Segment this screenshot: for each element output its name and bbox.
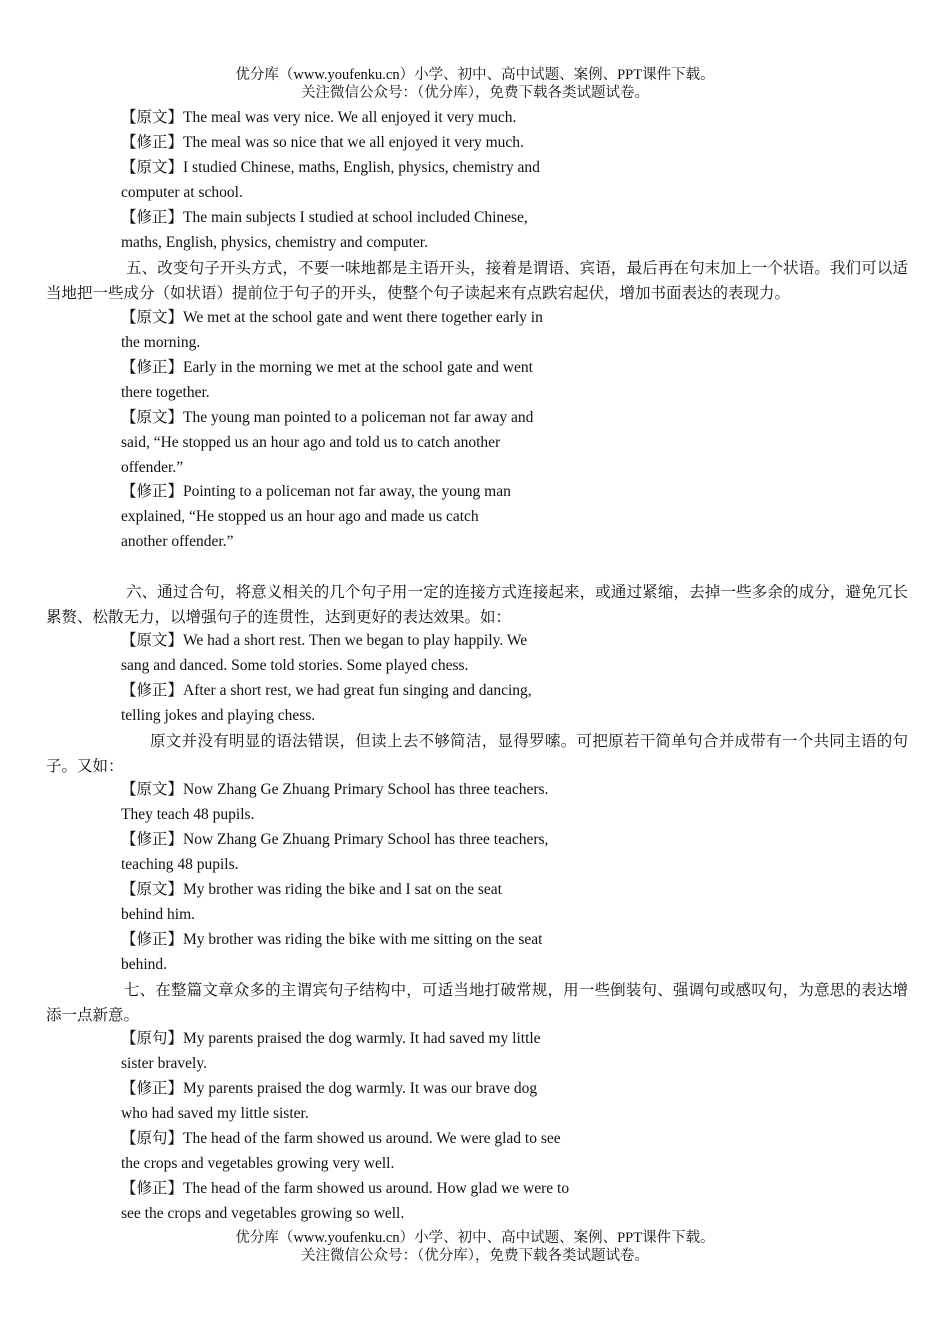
corrected-sentence: 【修正】Pointing to a policeman not far away, the young man bbox=[121, 483, 511, 500]
section-five-paragraph: 五、改变句子开头方式，不要一味地都是主语开头，接着是谓语、宾语，最后再在句末加上一个状语。我们可以适当地把一些成分（如状语）提前位于句子的开头，使整个句子读起来有点跌宕起伏，增加书面表达的表现力。 bbox=[46, 260, 908, 302]
sentence-continuation: see the crops and vegetables growing so well. bbox=[121, 1205, 405, 1222]
corrected-sentence: 【修正】My brother was riding the bike with me sitting on the seat bbox=[121, 931, 543, 948]
section-seven-paragraph: 七、在整篇文章众多的主谓宾句子结构中，可适当地打破常规，用一些倒装句、强调句或感叹句，为意思的表达增添一点新意。 bbox=[46, 982, 908, 1024]
sentence-continuation: teaching 48 pupils. bbox=[121, 856, 239, 873]
original-sentence: 【原文】I studied Chinese, maths, English, physics, chemistry and bbox=[121, 159, 540, 176]
corrected-sentence: 【修正】Now Zhang Ge Zhuang Primary School has three teachers, bbox=[121, 831, 549, 848]
sentence-continuation: They teach 48 pupils. bbox=[121, 806, 255, 823]
sentence-continuation: another offender.” bbox=[121, 533, 234, 550]
sentence-continuation: offender.” bbox=[121, 459, 184, 476]
original-sentence: 【原句】My parents praised the dog warmly. It had saved my little bbox=[121, 1030, 541, 1047]
sentence-continuation: who had saved my little sister. bbox=[121, 1105, 309, 1122]
sentence-continuation: sister bravely. bbox=[121, 1055, 207, 1072]
corrected-sentence: 【修正】The main subjects I studied at school included Chinese, bbox=[121, 209, 528, 226]
sentence-continuation: behind him. bbox=[121, 906, 196, 923]
section-six-paragraph: 六、通过合句，将意义相关的几个句子用一定的连接方式连接起来，或通过紧缩，去掉一些多余的成分，避免冗长累赘、松散无力，以增强句子的连贯性，达到更好的表达效果。如： bbox=[46, 584, 908, 626]
original-sentence: 【原文】The meal was very nice. We all enjoyed it very much. bbox=[121, 109, 517, 126]
sentence-continuation: there together. bbox=[121, 384, 210, 401]
sentence-continuation: computer at school. bbox=[121, 184, 243, 201]
original-sentence: 【原文】We had a short rest. Then we began to play happily. We bbox=[121, 632, 528, 649]
original-sentence: 【原文】Now Zhang Ge Zhuang Primary School has three teachers. bbox=[121, 781, 549, 798]
sentence-continuation: the crops and vegetables growing very well. bbox=[121, 1155, 395, 1172]
sentence-continuation: maths, English, physics, chemistry and computer. bbox=[121, 234, 428, 251]
sentence-continuation: said, “He stopped us an hour ago and told us to catch another bbox=[121, 434, 501, 451]
sentence-continuation: explained, “He stopped us an hour ago and made us catch bbox=[121, 508, 479, 525]
corrected-sentence: 【修正】The meal was so nice that we all enjoyed it very much. bbox=[121, 134, 524, 151]
sentence-continuation: sang and danced. Some told stories. Some played chess. bbox=[121, 657, 469, 674]
sentence-continuation: the morning. bbox=[121, 334, 201, 351]
original-sentence: 【原文】The young man pointed to a policeman not far away and bbox=[121, 409, 534, 426]
page-footer-line1: 优分库（www.youfenku.cn）小学、初中、高中试题、案例、PPT课件下载。 bbox=[235, 1230, 715, 1246]
page-footer-line2: 关注微信公众号：（优分库），免费下载各类试题试卷。 bbox=[301, 1248, 649, 1264]
corrected-sentence: 【修正】My parents praised the dog warmly. It was our brave dog bbox=[121, 1080, 538, 1097]
page-header-line2: 关注微信公众号：（优分库），免费下载各类试题试卷。 bbox=[301, 85, 649, 101]
page-header-line1: 优分库（www.youfenku.cn）小学、初中、高中试题、案例、PPT课件下载。 bbox=[235, 67, 715, 83]
corrected-sentence: 【修正】The head of the farm showed us around. How glad we were to bbox=[121, 1180, 570, 1197]
corrected-sentence: 【修正】After a short rest, we had great fun singing and dancing, bbox=[121, 682, 532, 699]
sentence-continuation: behind. bbox=[121, 956, 168, 973]
explanation-paragraph: 原文并没有明显的语法错误，但读上去不够简洁，显得罗嗦。可把原若干简单句合并成带有一个共同主语的句子。又如： bbox=[46, 733, 908, 775]
original-sentence: 【原句】The head of the farm showed us around. We were glad to see bbox=[121, 1130, 561, 1147]
original-sentence: 【原文】We met at the school gate and went there together early in bbox=[121, 309, 543, 326]
original-sentence: 【原文】My brother was riding the bike and I sat on the seat bbox=[121, 881, 502, 898]
corrected-sentence: 【修正】Early in the morning we met at the school gate and went bbox=[121, 359, 533, 376]
sentence-continuation: telling jokes and playing chess. bbox=[121, 707, 316, 724]
